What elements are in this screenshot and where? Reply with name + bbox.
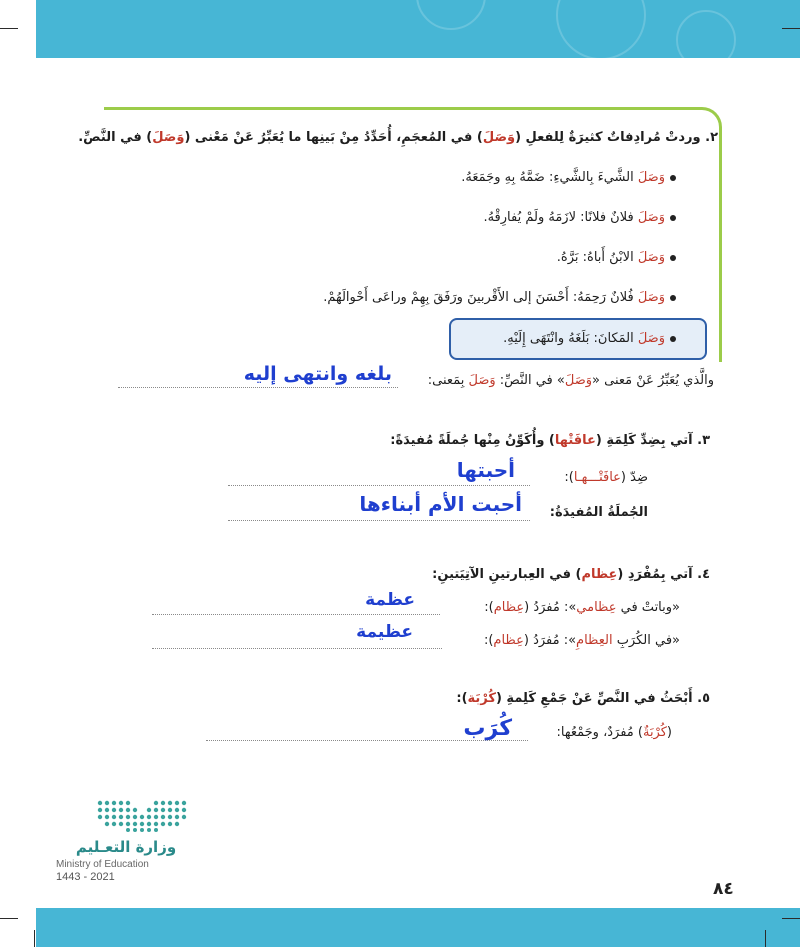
keyword: العِظامِ (576, 633, 613, 648)
decorative-circle (556, 0, 646, 58)
keyword: عِظامي (576, 600, 617, 615)
keyword: عِظام (493, 633, 524, 648)
bullet-icon (670, 295, 676, 301)
option-item (557, 248, 676, 268)
option-text: فُلانٌ رَحِمَهُ: أَحْسَنَ إلى الأَقْربينَ ورَفَقَ بِهِمْ وراعَى أَحْوالَهُمْ. (323, 290, 638, 305)
keyword: وَصَلَ (637, 331, 665, 346)
phrase-text: »: مُفرَدُ ( (523, 633, 577, 648)
phrase-text: ): (483, 633, 494, 648)
question-5-heading (456, 689, 710, 709)
handwritten-answer: عظيمة (356, 622, 413, 642)
crop-mark (0, 918, 18, 919)
ministry-name-arabic: وزارة التعـليم (75, 838, 177, 856)
conclusion-text: والَّذي يُعَبِّرُ عَنْ مَعنى « (592, 373, 714, 388)
prompt-text: ( (666, 725, 672, 740)
page-number: ٨٤ (713, 879, 734, 899)
opposite-prompt (564, 468, 648, 488)
phrase-text: «وباتتْ في (616, 600, 680, 615)
keyword: وَصَلَ (468, 373, 496, 388)
handwritten-answer: كُرَب (463, 716, 512, 741)
keyword: عافَتْها (554, 433, 596, 448)
answer-line (118, 387, 398, 388)
decorative-circle (416, 0, 486, 30)
heading-text: ٥. أَبْحَثُ في النَّصِّ عَنْ جَمْعِ كَلِمةِ ( (495, 691, 710, 706)
question-2-conclusion (428, 371, 714, 391)
bullet-icon (670, 215, 676, 221)
keyword: عِظام (493, 600, 525, 615)
keyword: كُرْبَةٌ (642, 725, 667, 740)
ministry-emblem-icon (96, 798, 188, 832)
keyword: وَصَلَ (637, 290, 665, 305)
bullet-icon (670, 175, 676, 181)
option-item (323, 288, 676, 308)
bullet-icon (670, 336, 676, 342)
keyword: وَصَلَ (152, 130, 185, 145)
phrase-text: «في الكُرَبِ (612, 633, 680, 648)
crop-mark (782, 28, 800, 29)
option-item-selected (503, 329, 676, 349)
ministry-logo (56, 798, 196, 888)
keyword: كُرْبَة (467, 691, 496, 706)
prompt-text: ضِدّ ( (620, 470, 648, 485)
prompt-text: ) مُفرَدٌ، وجَمْعُها: (556, 725, 643, 740)
plural-prompt (557, 723, 673, 743)
phrase-text: ): (484, 600, 494, 615)
option-item (461, 168, 676, 188)
crop-mark (782, 918, 800, 919)
heading-text: ٣. آتي بِضِدِّ كَلِمَةِ ( (595, 433, 710, 448)
footer-band (36, 908, 800, 947)
edition-year: 2021 - 1443 (56, 871, 115, 883)
keyword: عِظام (581, 567, 618, 582)
heading-text: ): (456, 691, 468, 706)
keyword: وَصَلَ (637, 250, 665, 265)
question-2-heading (78, 128, 718, 148)
decorative-circle (676, 10, 736, 58)
crop-mark (0, 28, 18, 29)
crop-mark (765, 930, 766, 947)
conclusion-text: » في النَّصِّ: (495, 373, 565, 388)
heading-text: ) في المُعجَمِ، أُحَدِّدُ مِنْ بَينِها ما يُعَبِّرُ عَنْ مَعْنى ( (184, 130, 483, 145)
answer-line (228, 485, 530, 486)
heading-text: ) وأُكَوِّنُ مِنْها جُملَةً مُفيدَةً: (390, 433, 555, 448)
option-text: الابْنُ أَباهُ: بَرَّهُ. (556, 250, 638, 265)
answer-line (228, 520, 530, 521)
heading-text: وردتْ مُرادِفاتٌ كثيرَةٌ لِلفعلِ ( (515, 130, 701, 145)
header-band (36, 0, 800, 58)
handwritten-answer: أحبت الأم أبناءها (359, 492, 522, 516)
bullet-icon (670, 255, 676, 261)
keyword: عافَتْـــهـا (573, 470, 621, 485)
keyword: وَصَلَ (637, 210, 665, 225)
keyword: وَصَلَ (482, 130, 516, 145)
option-item (483, 208, 676, 228)
handwritten-answer: بلغه وانتهى إليه (243, 363, 392, 385)
answer-line (152, 614, 440, 615)
phrase-text: »: مُفرَدُ ( (524, 600, 577, 615)
conclusion-text: بِمَعنى: (427, 373, 469, 388)
ministry-name-english: Ministry of Education (56, 859, 149, 870)
heading-text: ) في النَّصِّ. (78, 130, 153, 145)
option-text: فلانٌ فلانًا: لازَمَهُ ولَمْ يُفارِقْهُ. (483, 210, 638, 225)
option-text: الشَّيءَ بِالشَّيءِ: ضَمَّهُ بِهِ وجَمَعَهُ. (461, 170, 638, 185)
handwritten-answer: عظمة (365, 590, 415, 610)
question-number: ٢. (700, 130, 718, 145)
heading-text: ٤. آتي بِمُفْرَدِ ( (617, 567, 710, 582)
keyword: وَصَلَ (564, 373, 593, 388)
phrase-1 (484, 598, 680, 618)
question-4-heading (432, 565, 710, 585)
phrase-2 (484, 631, 680, 651)
question-3-heading (390, 431, 710, 451)
answer-line (152, 648, 442, 649)
sentence-label: الجُملَةُ المُفيدَةُ: (549, 505, 648, 520)
option-text: المَكانَ: بَلَغَهُ وانْتَهَى إِلَيْهِ. (503, 331, 638, 346)
crop-mark (34, 930, 35, 947)
heading-text: ) في العِبارتينِ الآتِيَتينِ: (432, 567, 582, 582)
prompt-text: ): (564, 470, 574, 485)
handwritten-answer: أحبتها (456, 458, 515, 482)
keyword: وَصَلَ (637, 170, 665, 185)
